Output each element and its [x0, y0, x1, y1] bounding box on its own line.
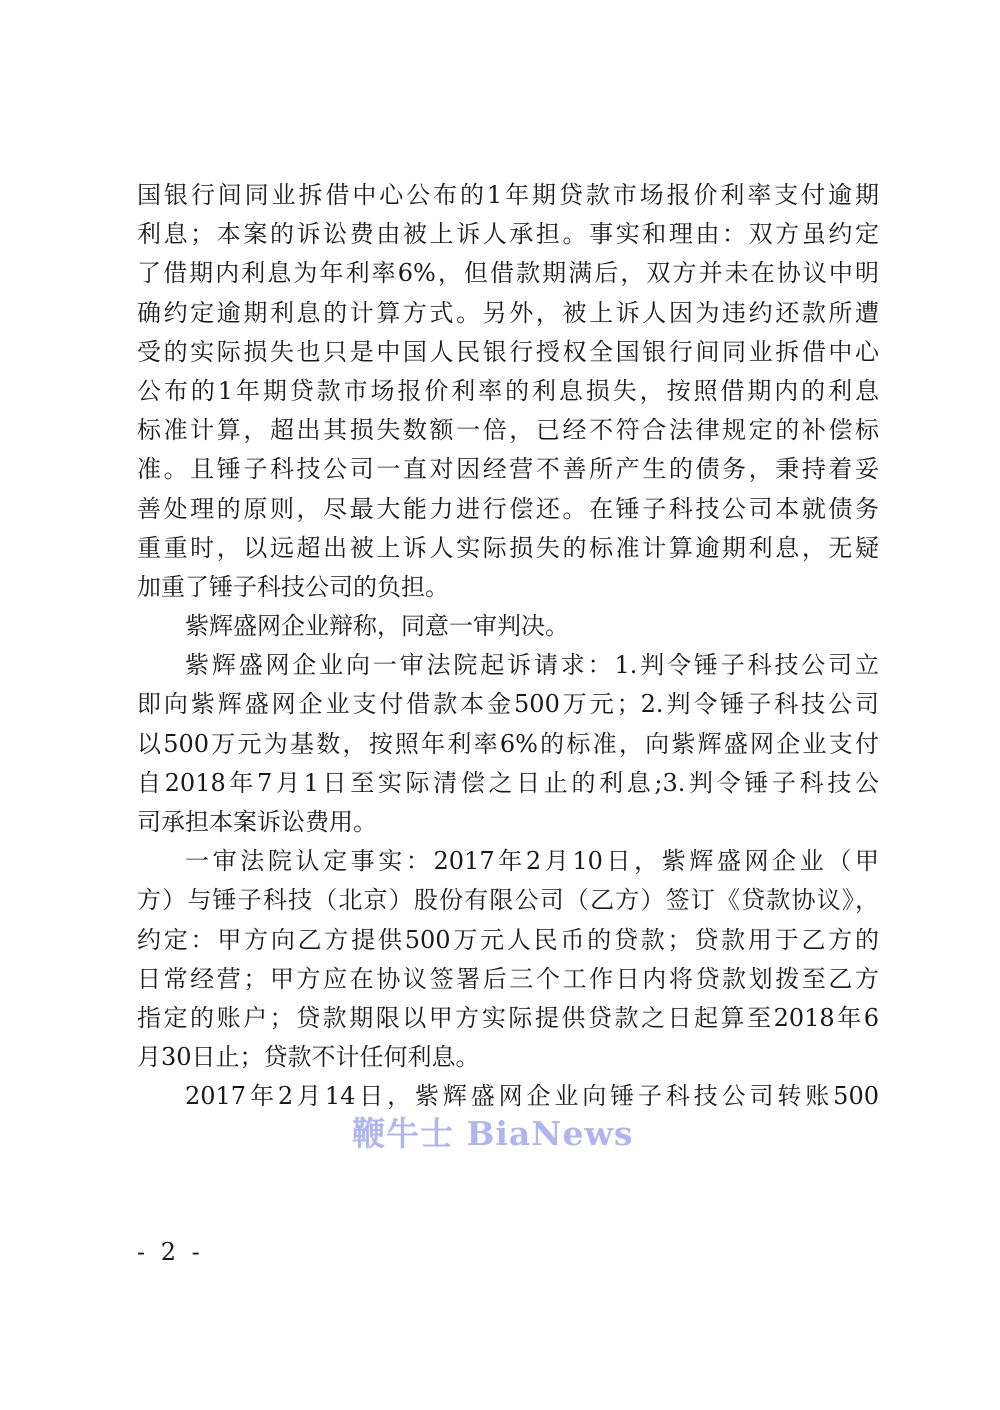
- text-line: 善处理的原则，尽最大能力进行偿还。在锤子科技公司本就债务: [137, 494, 879, 523]
- text-line: 国银行间同业拆借中心公布的1年期贷款市场报价利率支付逾期: [137, 181, 879, 209]
- paragraph-start: 2017年2月14日，紫辉盛网企业向锤子科技公司转账500: [185, 1082, 879, 1111]
- text-line: 日常经营；甲方应在协议签署后三个工作日内将贷款划拨至乙方: [137, 964, 879, 993]
- text-line: 确约定逾期利息的计算方式。另外，被上诉人因为违约还款所遭: [137, 298, 879, 327]
- text-line: 自2018年7月1日至实际清偿之日止的利息;3.判令锤子科技公: [137, 768, 879, 797]
- text-line: 了借期内利息为年利率6%，但借款期满后，双方并未在协议中明: [137, 259, 879, 288]
- paragraph-start: 紫辉盛网企业辩称，同意一审判决。: [185, 612, 569, 641]
- text-line: 受的实际损失也只是中国人民银行授权全国银行间同业拆借中心: [137, 337, 879, 366]
- text-line: 准。且锤子科技公司一直对因经营不善所产生的债务，秉持着妥: [137, 455, 879, 484]
- paragraph-start: 一审法院认定事实：2017年2月10日，紫辉盛网企业（甲: [185, 847, 879, 876]
- text-line: 司承担本案诉讼费用。: [137, 808, 377, 836]
- text-line: 月30日止；贷款不计任何利息。: [137, 1043, 480, 1072]
- text-line: 加重了锤子科技公司的负担。: [137, 572, 449, 601]
- text-line: 即向紫辉盛网企业支付借款本金500万元；2.判令锤子科技公司: [137, 690, 879, 719]
- text-line: 指定的账户；贷款期限以甲方实际提供贷款之日起算至2018年6: [137, 1003, 879, 1032]
- paragraph-start: 紫辉盛网企业向一审法院起诉请求：1.判令锤子科技公司立: [185, 651, 879, 680]
- text-line: 方）与锤子科技（北京）股份有限公司（乙方）签订《贷款协议》，: [137, 886, 879, 915]
- text-line: 利息；本案的诉讼费由被上诉人承担。事实和理由：双方虽约定: [137, 220, 879, 249]
- text-line: 标准计算，超出其损失数额一倍，已经不符合法律规定的补偿标: [137, 416, 879, 445]
- text-line: 以500万元为基数，按照年利率6%的标准，向紫辉盛网企业支付: [137, 729, 879, 758]
- document-body: [137, 176, 879, 1117]
- text-line: 公布的1年期贷款市场报价利率的利息损失，按照借期内的利息: [137, 376, 879, 405]
- watermark-logo: 鞭牛士 BiaNews: [352, 1114, 634, 1153]
- text-line: 约定：甲方向乙方提供500万元人民币的贷款；贷款用于乙方的: [137, 925, 879, 954]
- page-number: - 2 -: [137, 1238, 204, 1266]
- text-line: 重重时，以远超出被上诉人实际损失的标准计算逾期利息，无疑: [137, 533, 879, 562]
